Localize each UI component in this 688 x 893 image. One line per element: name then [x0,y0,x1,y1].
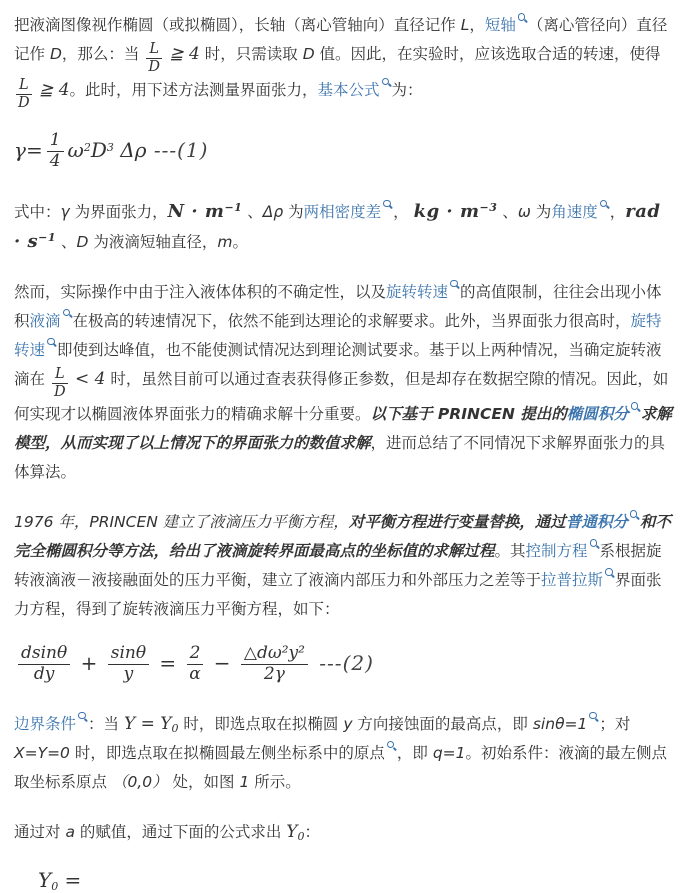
text-run: 通过对 [14,822,66,841]
text-run: D [302,45,315,63]
text-run: 然而，实际操作中由于注入液体体积的不确定性，以及 [14,282,387,301]
search-icon[interactable] [62,308,73,320]
text-run: 的赋值，通过下面的公式求出 [74,822,287,841]
math-fraction [52,367,68,400]
math-inline [68,138,91,162]
search-icon[interactable] [599,199,610,211]
math-inline [38,868,58,892]
math-subscript: 0 [297,829,305,843]
math-inline [91,138,114,162]
math-inline [168,201,243,222]
math-base: N · m [167,200,225,222]
link[interactable] [551,203,598,221]
math-inline: ---(1) [146,137,209,162]
text-run: q=1 [432,743,466,762]
paragraph [14,818,674,847]
text-run: 、 [56,232,77,251]
link-label: 液滴 [29,311,61,330]
text-run: Δρ [262,202,284,221]
link-label: 角速度 [551,202,598,221]
text-run: （离心管径向）直径记作 [14,16,668,63]
fraction-numerator: △dω²y² [241,645,308,665]
math-inline [414,201,498,222]
text-run: 时，虽然目前可以通过查表获得修正参数，但是却存在数据空隙的情况。因此，如何实现才以椭圆液体界面张力的精确求解十分重要。 [14,369,669,424]
text-run: 时，只需读取 [199,45,303,63]
math-fraction [47,132,64,171]
text-run: 、 [242,202,263,221]
text-run: 1 [239,772,250,791]
paragraph [14,278,674,488]
link-label: 旋转转速 [386,282,449,301]
link[interactable] [304,203,382,221]
formula-block-clipped [38,867,674,893]
link[interactable] [566,513,628,531]
link-label: 椭圆积分 [566,405,629,424]
math-base: rad · s [14,200,661,252]
text-run: 为： [391,80,423,99]
text-run: 。初始系件：液滴的最左侧点取坐标系原点 [14,743,668,791]
fraction-numerator: 2 [187,645,204,665]
link-label: 普通积分 [565,513,628,532]
link-label: 基本公式 [317,80,380,99]
text-run: 在极高的转速情况下，依然不能到达理论的求解要求。此外，当界面张力很高时， [72,311,631,330]
math-inline: ---(2) [311,651,374,676]
fraction-denominator: 4 [49,150,61,171]
text-run: （0,0） [111,772,168,791]
fraction-numerator: sinθ [108,645,149,665]
math-fraction [241,645,308,684]
text-run: ω [517,202,531,221]
link[interactable] [318,81,380,99]
emphasis-text: 和不完全椭圆积分等方法，给出了液滴旋转界面最高点的坐标值的求解过程 [14,513,671,561]
link-label: 旋特转速 [14,311,662,359]
text-run: 为界面张力， [69,202,168,221]
search-icon[interactable] [588,711,599,723]
search-icon[interactable] [629,509,640,521]
link-label: 边界条件 [14,714,77,733]
text-run: 即使到达峰值，也不能使测试情况达到理论测试要求。基于以上两种情况，当确定旋转液滴在 [14,340,662,388]
text-run: y [343,714,353,733]
text-run: 式中： [14,202,61,221]
link-label: 控制方程 [525,542,588,561]
math-superscript: −3 [479,200,498,214]
text-run: 为液滴短轴直径， [88,232,218,251]
math-fraction [187,645,204,684]
math-superscript: 2 [83,140,91,154]
search-icon[interactable] [449,279,460,291]
text-run: 值。因此，在实验时，应该选取合适的转速，使得 [314,45,661,63]
text-run: ， [393,202,414,221]
math-base: Y = Y [123,713,172,734]
math-base: D [90,137,107,162]
math-inline: < 4 [69,368,106,389]
link[interactable] [541,571,603,589]
link[interactable] [30,312,61,330]
math-subscript: 0 [51,879,59,893]
text-run: 系根据旋转液滴液－液接融面处的压力平衡，建立了液滴内部压力和外部压力之差等于 [14,542,662,590]
math-superscript: 3 [106,140,114,154]
link-label: 拉普拉斯 [541,571,604,590]
paragraph [14,197,674,257]
text-run: 的高值限制，往往会出现小体积 [14,282,662,330]
text-run: 。此时，用下述方法测量界面张力， [69,80,318,99]
text-run: ；对 [599,714,631,733]
text-run: ， [609,202,626,221]
math-subscript: 0 [171,721,179,735]
fraction-denominator: D [18,94,30,111]
math-inline: = [58,867,82,892]
text-run: 。 [232,232,248,251]
fraction-denominator: dy [33,664,55,685]
math-inline: − [207,651,237,676]
text-run: ，即 [396,743,433,762]
text-run: 把液滴图像视作椭圆（或拟椭圆），长轴（离心管轴向）直径记作 [14,16,461,34]
text-run: ，那么：当 [61,45,145,63]
emphasis-text: 求解模型，从而实现了以上情况下的界面张力的数值求解 [14,405,672,453]
emphasis-text: 对平衡方程进行变量替换，通过 [348,513,566,532]
link[interactable] [526,542,588,560]
text-run: a [65,822,75,841]
math-inline [286,822,304,842]
text-run: 时，即选点取在拟椭圆 [178,714,344,733]
search-icon[interactable] [381,77,392,89]
link-label: 两相密度差 [303,202,382,221]
math-base: ω [67,137,84,162]
text-run: 处，如图 [167,772,240,791]
math-fraction [18,645,70,684]
math-inline: Δρ [113,137,147,162]
search-icon[interactable] [386,740,397,752]
text-run: 、 [497,202,518,221]
text-run: 为 [283,202,304,221]
fraction-numerator: 1 [47,132,64,152]
math-inline: ≧ 4 [163,44,200,64]
fraction-numerator: L [146,42,162,59]
text-run: sinθ=1 [532,714,588,733]
text-run: ：当 [88,714,124,733]
text-run: L [460,16,470,34]
paragraph [14,508,674,624]
text-run: D [49,45,62,63]
math-inline [124,714,179,734]
text-run: 1976 年，PRINCEN 建立了液滴压力平衡方程， [14,513,349,532]
search-icon[interactable] [589,538,600,550]
link[interactable] [485,16,516,34]
search-icon[interactable] [604,567,615,579]
fraction-denominator: α [189,664,201,685]
fraction-denominator: D [148,59,160,76]
math-inline: ≧ 4 [33,79,70,100]
link[interactable] [14,715,76,733]
math-inline: γ= [14,137,43,162]
fraction-denominator: 2γ [263,664,285,685]
math-base: kg · m [413,200,480,222]
search-icon[interactable] [630,401,641,413]
paragraph [14,11,674,111]
search-icon[interactable] [382,199,393,211]
text-run: 方向接蚀面的最高点，即 [352,714,533,733]
paragraph [14,710,674,797]
math-inline: = [153,651,183,676]
link[interactable] [567,405,629,423]
text-run: D [76,232,89,251]
search-icon[interactable] [77,711,88,723]
math-fraction [16,78,32,111]
formula-block [14,645,674,684]
math-fraction [108,645,149,684]
emphasis-text: 以下基于 PRINCEN 提出的 [370,405,567,424]
text-run: 时，即选点取在拟椭圆最左侧坐标系中的原点 [69,743,385,762]
fraction-numerator: L [16,78,32,95]
text-run: ，进而总结了不同情况下求解界面张力的具体算法。 [14,434,666,482]
math-superscript: −1 [38,230,57,244]
text-run: 所示。 [249,772,301,791]
fraction-numerator: dsinθ [18,645,70,665]
link[interactable] [386,283,448,301]
formula-block [14,132,674,171]
text-run: m [217,232,233,251]
text-run: 为 [530,202,552,221]
text-run: ， [469,16,485,34]
text-run: 界面张力方程，得到了旋转液滴压力平衡方程，如下： [14,571,662,619]
text-run: 。其 [494,542,526,561]
math-base: Y [286,821,298,842]
search-icon[interactable] [46,337,57,349]
search-icon[interactable] [517,12,528,24]
link-label: 短轴 [484,16,516,34]
math-fraction [146,42,162,75]
fraction-denominator: D [53,384,66,401]
text-run: γ [60,202,70,221]
fraction-numerator: L [52,367,68,384]
math-base: Y [38,867,52,892]
fraction-denominator: y [123,664,134,685]
text-run: ： [304,822,321,841]
text-run: X=Y=0 [14,743,70,762]
math-superscript: −1 [224,200,243,214]
math-inline: + [74,651,104,676]
